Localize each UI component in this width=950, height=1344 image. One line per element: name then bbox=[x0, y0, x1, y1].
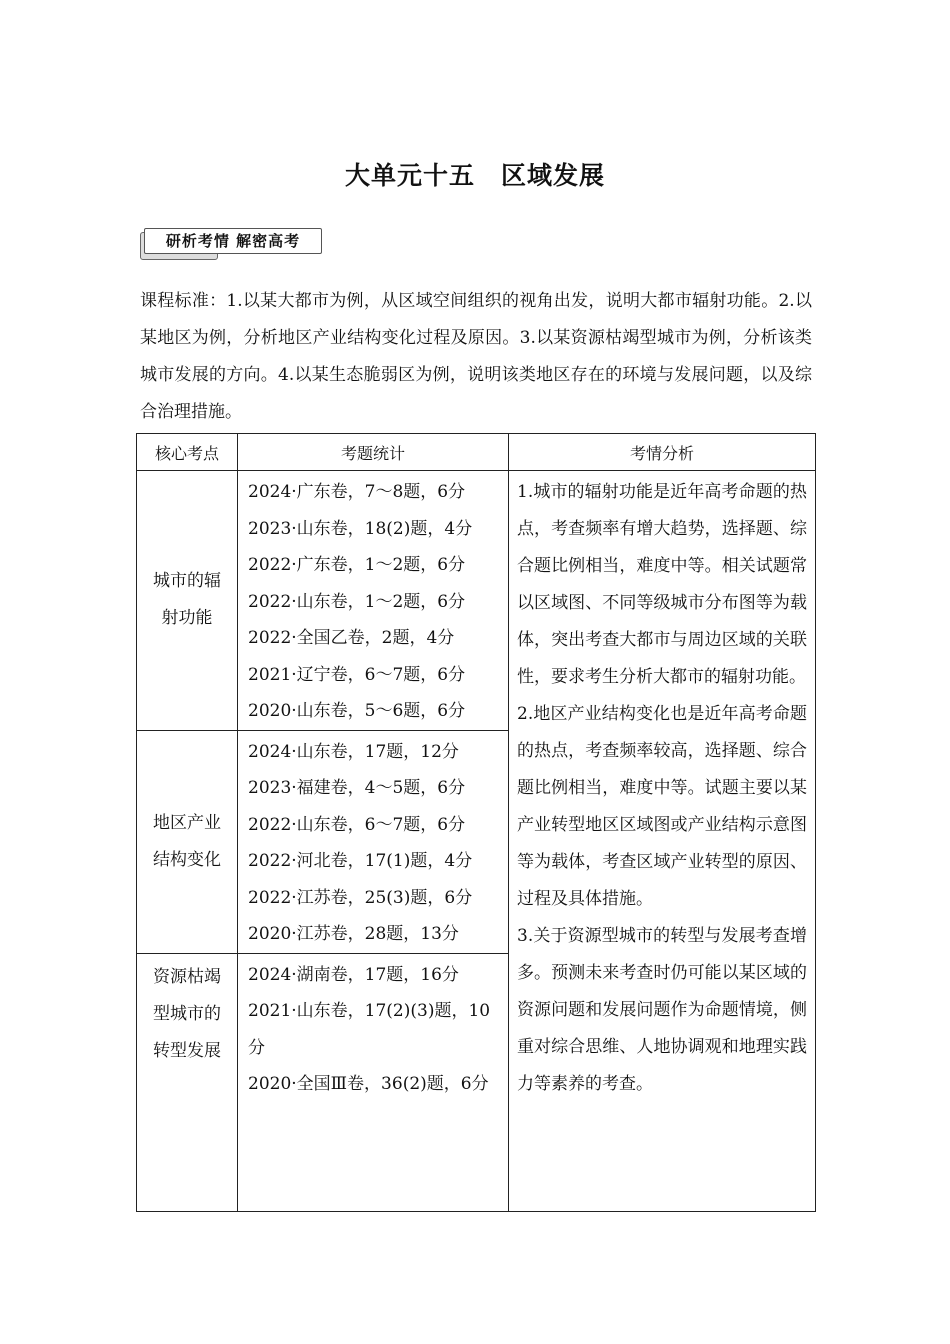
topic-label: 资源枯竭型城市的转型发展 bbox=[153, 966, 221, 1061]
stat-item: 2023·福建卷，4～5题，6分 bbox=[248, 778, 466, 798]
stat-item: 2024·广东卷，7～8题，6分 bbox=[248, 482, 466, 502]
topic-cell bbox=[137, 953, 238, 1212]
table-row bbox=[137, 471, 816, 731]
stat-item: 2024·山东卷，17题，12分 bbox=[248, 741, 459, 762]
stats-cell bbox=[238, 730, 509, 953]
stats-cell bbox=[238, 471, 509, 731]
banner-label: 研析考情 解密高考 bbox=[144, 228, 322, 254]
topic-cell bbox=[137, 471, 238, 731]
header-analysis: 考情分析 bbox=[509, 434, 816, 471]
exam-analysis-table bbox=[136, 433, 816, 1212]
stat-item: 2022·全国乙卷，2题，4分 bbox=[248, 628, 455, 648]
analysis-paragraph: 1.城市的辐射功能是近年高考命题的热点，考查频率有增大趋势，选择题、综合题比例相当，难度中等。相关试题常以区域图、不同等级城市分布图等为载体，突出考查大都市与周边区域的关联性，要求考生分析大都市的辐射功能。 bbox=[517, 482, 807, 687]
stat-item: 2020·全国Ⅲ卷，36(2)题，6分 bbox=[248, 1074, 489, 1094]
stat-item: 2021·山东卷，17(2)(3)题，10分 bbox=[248, 1001, 491, 1058]
page-title: 大单元十五 区域发展 bbox=[344, 161, 605, 190]
stat-item: 2022·江苏卷，25(3)题，6分 bbox=[248, 887, 473, 908]
stats-cell bbox=[238, 953, 509, 1212]
stat-item: 2022·山东卷，6～7题，6分 bbox=[248, 814, 466, 835]
section-banner bbox=[140, 228, 320, 256]
topic-cell bbox=[137, 730, 238, 953]
stat-item: 2020·江苏卷，28题，13分 bbox=[248, 924, 459, 944]
stat-item: 2022·河北卷，17(1)题，4分 bbox=[248, 851, 473, 871]
table-header-row bbox=[137, 434, 816, 471]
analysis-paragraph: 3.关于资源型城市的转型与发展考查增多。预测未来考查时仍可能以某区域的资源问题和发展问题作为命题情境，侧重对综合思维、人地协调观和地理实践力等素养的考查。 bbox=[517, 926, 807, 1094]
stat-item: 2024·湖南卷，17题，16分 bbox=[248, 964, 459, 985]
topic-label: 城市的辐射功能 bbox=[153, 571, 221, 629]
stat-item: 2022·山东卷，1～2题，6分 bbox=[248, 591, 466, 612]
topic-label: 地区产业结构变化 bbox=[153, 812, 221, 870]
curriculum-standard: 课程标准：1.以某大都市为例，从区域空间组织的视角出发，说明大都市辐射功能。2.以某地区为例，分析地区产业结构变化过程及原因。3.以某资源枯竭型城市为例，分析该类城市发展的方向。4.以某生态脆弱区为例，说明该类地区存在的环境与发展问题，以及综合治理措施。 bbox=[140, 291, 812, 422]
stat-item: 2021·辽宁卷，6～7题，6分 bbox=[248, 664, 466, 685]
header-topic: 核心考点 bbox=[137, 434, 238, 471]
analysis-cell bbox=[509, 471, 816, 1212]
stat-item: 2020·山东卷，5～6题，6分 bbox=[248, 701, 466, 721]
analysis-paragraph: 2.地区产业结构变化也是近年高考命题的热点，考查频率较高，选择题、综合题比例相当，难度中等。试题主要以某产业转型地区区域图或产业结构示意图等为载体，考查区域产业转型的原因、过程及具体措施。 bbox=[517, 704, 807, 909]
header-stats: 考题统计 bbox=[238, 434, 509, 471]
stat-item: 2022·广东卷，1～2题，6分 bbox=[248, 555, 466, 575]
stat-item: 2023·山东卷，18(2)题，4分 bbox=[248, 518, 473, 539]
